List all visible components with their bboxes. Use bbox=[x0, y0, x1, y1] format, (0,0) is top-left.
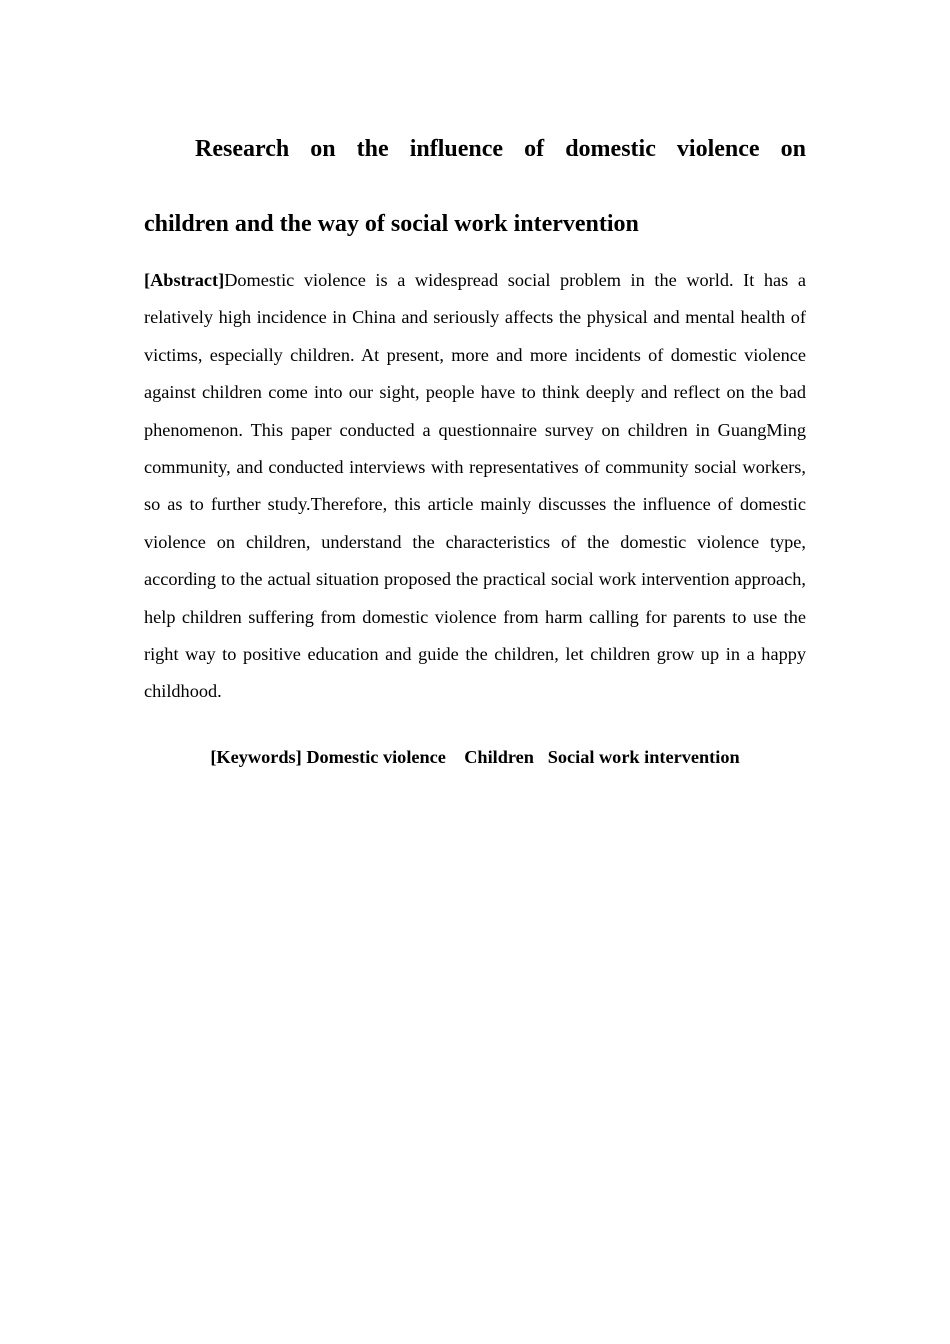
abstract-paragraph bbox=[144, 262, 806, 711]
keywords-line bbox=[0, 744, 950, 770]
document-title-line-2: children and the way of social work intervention bbox=[144, 211, 639, 237]
document-title-line-1: Research on the influence of domestic violence on bbox=[195, 136, 806, 162]
abstract-label: [Abstract] bbox=[144, 270, 225, 290]
keyword-item: Social work intervention bbox=[547, 747, 740, 767]
keywords-label: [Keywords] bbox=[210, 747, 302, 767]
abstract-text: Domestic violence is a widespread social problem in the world. It has a relatively high incidence in China and seriously affects the physical and mental health of victims, especially children. At present, more and more incidents of domestic violence against children come into our sight, people have to think deeply and reflect on the bad phenomenon. This paper conducted a questionnaire survey on children in GuangMing community, and conducted interviews with representatives of community social workers, so as to further study.Therefore, this article mainly discusses the influence of domestic violence on children, understand the characteristics of the domestic violence type, according to the actual situation proposed the practical social work intervention approach, help children suffering from domestic violence from harm calling for parents to use the right way to positive education and guide the children, let children grow up in a happy childhood. bbox=[144, 270, 806, 702]
keyword-item: Children bbox=[464, 747, 534, 767]
keyword-item: Domestic violence bbox=[306, 747, 446, 767]
